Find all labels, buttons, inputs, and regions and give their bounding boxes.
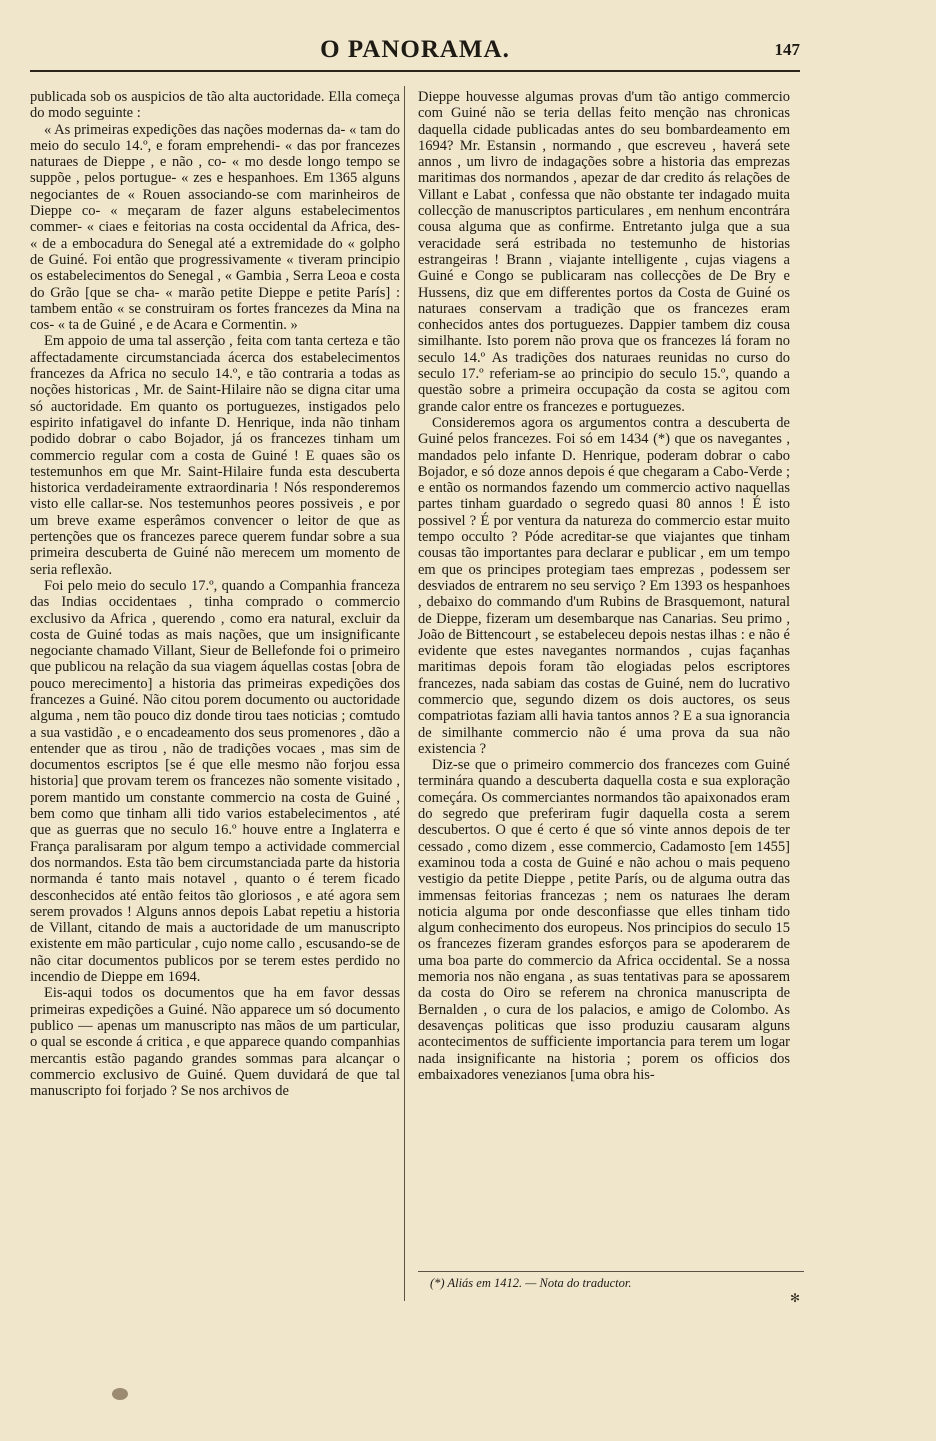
left-paragraph-3: Em appoio de uma tal asserção , feita com tanta certeza e tão affectadamente circumstanciada ácerca dos estabelecimentos francezes da Africa no seculo 14.º, e tão contraria a todas as noções historicas , Mr. de Saint-Hilaire não se digna citar uma só auctoridade. Em quanto os portuguezes, instigados pelo espirito infatigavel do infante D. Henrique, inda não tinham podido dobrar o cabo Bojador, já os francezes tinham um commercio regular com a costa de Guiné ! E quaes são os testemunhos em que Mr. Saint-Hilaire funda esta descuberta historica verdadeiramente extraordinaria ! Nós responderemos visto elle callar-se. Nos testemunhos peores possiveis , e por um breve exame esperâmos convencer o leitor de que as pertenções que os francezes parece querem fundar sobre a sua primeira descuberta de Guiné não merecem um momento de seria reflexão. bbox=[30, 333, 400, 578]
page-number: 147 bbox=[774, 40, 800, 59]
right-column bbox=[418, 89, 790, 1083]
page-header bbox=[30, 32, 800, 72]
left-paragraph-4: Foi pelo meio do seculo 17.º, quando a Companhia franceza das Indias occidentaes , tinha comprado o commercio exclusivo da Africa , querendo , como era natural, excluir da costa de Guiné todas as mais nações, que um insignificante negociante chamado Villant, Sieur de Bellefonde foi o primeiro que publicou na relação da sua viagem áquellas costas [obra de pouco merecimento] a historia das primeiras expedições dos francezes a Guiné. Não citou porem documento ou auctoridade alguma , nem tão pouco diz donde tirou taes noticias ; comtudo a sua vastidão , e o encadeamento dos seus promenores , dão a entender que as tirou , não de tradições vocaes , mas sim de documentos escriptos [se é que elle mesmo não forjou essa historia] que provam terem os francezes não somente visitado , porem mantido um constante commercio na costa de Guiné , bem como que tinham alli tido varios estabelecimentos , até que as guerras que no seculo 16.º houve entre a Inglaterra e França paralisaram por algum tempo a actividade commercial dos normandos. Esta tão bem circumstanciada parte da historia normanda é tanto mais notavel , quanto o é terem ficado desconhecidos até então feitos tão gloriosos , e até agora sem serem provados ! Alguns annos depois Labat repetiu a historia de Villant, citando de mais a auctoridade de um manuscripto existente em mão particular , cujo nome callo , escusando-se de não citar documentos publicos por se terem estes perdido no incendio de Dieppe em 1694. bbox=[30, 577, 400, 986]
right-paragraph-1: Dieppe houvesse algumas provas d'um tão antigo commercio com Guiné não se teria dellas feito menção nas chronicas daquella cidade publicadas antes do seu bombardeamento em 1694? Mr. Estansin , normando , que escreveu , haverá sete annos , um livro de indagações sobre a historia das emprezas maritimas dos normandos , apezar de dar credito ás relações de Villant e Labat , confessa que não obstante ter indagado muita collecção de manuscriptos particulares , em nenhum encontrára cousa alguma que as confirme. Entretanto julga que a sua veracidade será estribada no testemunho de historias estrangeiras ! Brann , viajante intelligente , cujas viagens a Guiné e Congo se publicaram nas collecções de De Bry e Hussens, diz que em differentes portos da Costa de Guiné os naturaes conservam a tradição que os francezes eram conhecidos antes dos portuguezes. Dappier tambem diz cousa similhante. Isto porem não prova que os francezes lá foram no seculo 14.º As tradições dos naturaes reunidas no curso do seculo 17.º referiam-se ao principio do seculo 15.º, quando a questão sobre a primeira occupação da costa se agitou com grande calor entre os francezes e portuguezes. bbox=[418, 89, 790, 415]
left-paragraph-1: publicada sob os auspicios de tão alta auctoridade. Ella começa do modo seguinte : bbox=[30, 89, 400, 122]
left-paragraph-5: Eis-aqui todos os documentos que ha em favor dessas primeiras expedições a Guiné. Não apparece um só documento publico — apenas um manuscripto nas mãos de um particular, o qual se esconde á critica , e que apparece quando companhias mercantis estão pagando grandes sommas para alcançar o commercio exclusivo de Guiné. Quem duvidará de que tal manuscripto foi forjado ? Se nos archivos de bbox=[30, 985, 400, 1100]
asterisk-mark: ✻ bbox=[790, 1291, 801, 1305]
footnote-rule bbox=[418, 1271, 804, 1272]
column-divider bbox=[404, 86, 405, 1301]
page-title: O PANORAMA. bbox=[320, 36, 510, 63]
left-column bbox=[30, 89, 400, 1099]
right-paragraph-2: Consideremos agora os argumentos contra a descuberta de Guiné pelos francezes. Foi só em 1434 (*) que os navegantes , mandados pelo infante D. Henrique, poderam dobrar o cabo Bojador, e só doze annos depois é que chegaram a Cabo-Verde ; e então os normandos fazendo um commercio activo naquellas partes tinham guardado o segredo quasi 80 annos ! É isto possivel ? É por ventura da natureza do commercio estar muito tempo occulto ? Póde acreditar-se que viajantes que tinham cousas tão importantes para declarar e publicar , em um tempo em que os principes protegiam taes emprezas , podessem ser desviados de entrarem no seu serviço ? Em 1393 os hespanhoes , debaixo do commando d'um Rubins de Brasquemont, natural de Dieppe, fizeram um desembarque nas Canarias. Seu primo , João de Bittencourt , se estabeleceu depois nestas ilhas : e não é evidente que estes navegantes normandos , cujas façanhas maritimas depois foram tão elogiadas pelos escriptores francezes, nada sabiam das costas de Guiné, nem do lucrativo commercio que, segundo dizem os dois auctores, os seus compatriotas faziam alli havia tantos annos ? E a sua ignorancia de similhante commercio não é uma prova da sua não existencia ? bbox=[418, 414, 790, 757]
ink-stain bbox=[112, 1388, 128, 1400]
left-paragraph-2: « As primeiras expedições das nações modernas da- « tam do meio do seculo 14.º, e foram emprehendi- « das por francezes naturaes de Dieppe , e não , co- « mo desde longo tempo se suppõe , pelos portugue- « zes e hespanhoes. Em 1365 alguns negociantes de « Rouen associando-se com marinheiros de Dieppe co- « meçaram de fazer alguns estabelecimentos commer- « ciaes e feitorias na costa occidental da Africa, des- « de a embocadura do Senegal até a extremidade do « golpho de Guiné. Foi então que progressivamente « tiveram principio os estabelecimentos do Senegal , « Gambia , Serra Leoa e costa do Grão [que se cha- « marão petite Dieppe e petite París] : tambem então « se construiram os fortes francezes da Mina na cos- « ta de Guiné , e de Acara e Cormentin. » bbox=[30, 121, 400, 334]
footnote: (*) Aliás em 1412. — Nota do traductor. bbox=[430, 1276, 632, 1290]
right-paragraph-3: Diz-se que o primeiro commercio dos francezes com Guiné terminára quando a descuberta daquella costa e sua exploração começára. Os commerciantes normandos tão apaixonados eram do segredo que preferiram fugir daquella costa a serem descubertos. O que é certo é que só vinte annos depois de ter cessado , como dizem , esse commercio, Cadamosto [em 1455] examinou toda a costa de Guiné e não achou o mais pequeno vestigio da petite Dieppe , petite París, ou de alguma outra das immensas feitorias francezas ; nem os naturaes lhe deram noticia alguma por onde desconfiasse que elles tinham tido algum conhecimento dos europeus. Nos principios do seculo 15 os francezes fizeram grandes esforços para se apoderarem de uma boa parte do commercio da Africa occidental. Se a nossa memoria nos não engana , as suas tentativas para se apossarem da costa do Oiro se referem na chronica manuscripta de Bernalden , o cura de los palacios, e amigo de Colombo. As desavenças politicas que isso produziu causaram alguns acontecimentos de sufficiente importancia para terem um logar nada insignificante na historia ; porem os officios dos embaixadores venezianos [uma obra his- bbox=[418, 757, 790, 1083]
